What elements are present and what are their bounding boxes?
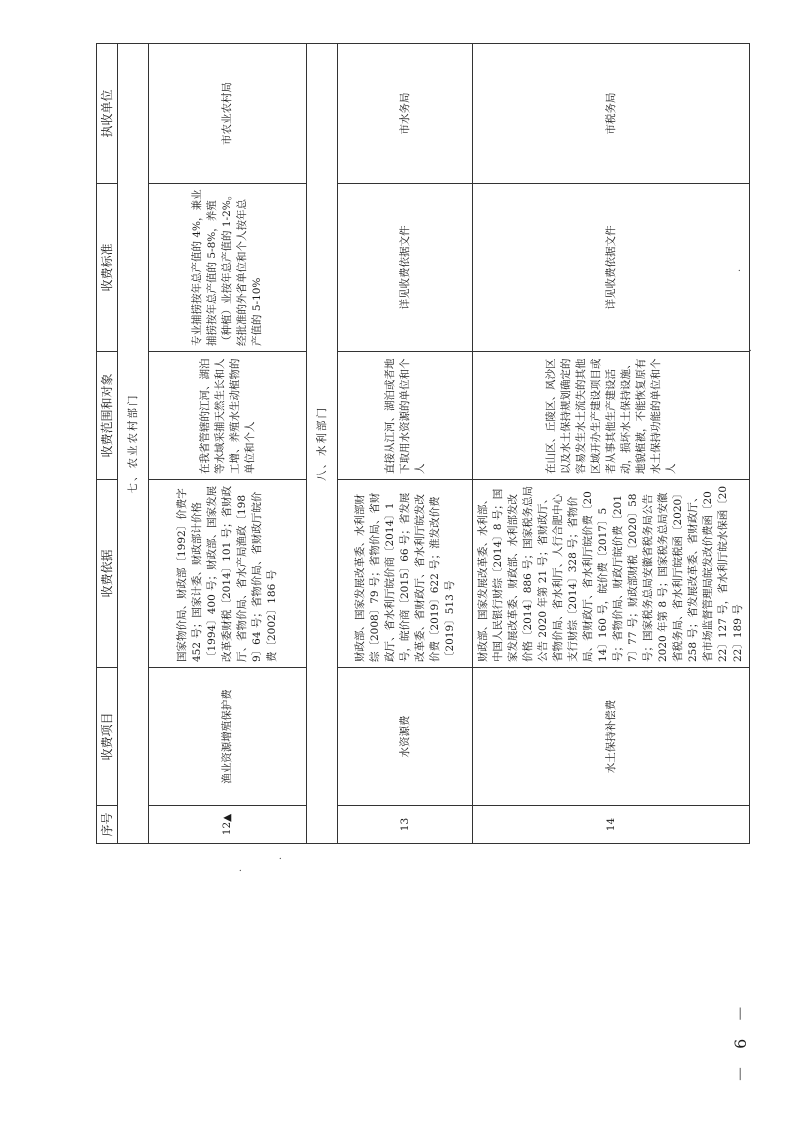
cell-item: 渔业资源增殖保护费 <box>149 668 307 806</box>
table-row <box>338 44 473 844</box>
scan-speck: · <box>735 268 746 272</box>
cell-unit: 市水务局 <box>338 44 473 184</box>
cell-item: 水土保持补偿费 <box>473 668 750 806</box>
cell-no: 14 <box>473 806 750 844</box>
header-standard: 收费标准 <box>97 184 118 352</box>
cell-no: 12▲ <box>149 806 307 844</box>
scan-speck: · <box>746 348 757 352</box>
table-header-row <box>97 44 118 844</box>
header-item: 收费项目 <box>97 668 118 806</box>
cell-basis: 国家物价局、财政部〔1992〕价费字 452 号；国家计委、财政部计价格〔1994〕400 号；财政部、国家发展改革委财税〔2014〕101 号；省财政厅、省物价局、省水产局渔政〔1989〕64 号；省物价局、省财政厅皖价费〔2002〕186 号 <box>149 480 307 668</box>
cell-item: 水资源费 <box>338 668 473 806</box>
cell-no: 13 <box>338 806 473 844</box>
cell-scope: 在我省管辖的江河、湖泊等水域采捕天然生长和人工增、养殖水生动植物的单位和个人 <box>149 352 307 480</box>
cell-scope: 直接从江河、湖泊或者地下取用水资源的单位和个人 <box>338 352 473 480</box>
header-unit: 执收单位 <box>97 44 118 184</box>
table-row <box>473 44 750 844</box>
cell-standard: 详见收费依据文件 <box>473 184 750 352</box>
cell-standard: 详见收费依据文件 <box>338 184 473 352</box>
section-row <box>118 44 149 844</box>
header-scope: 收费范围和对象 <box>97 352 118 480</box>
section-title: 七、农业农村部门 <box>118 44 149 844</box>
section-title: 八、水利部门 <box>307 44 338 844</box>
header-basis: 收费依据 <box>97 480 118 668</box>
scan-speck: · <box>276 856 287 860</box>
page-number: － 6 － <box>731 999 750 1082</box>
section-row <box>307 44 338 844</box>
header-no: 序号 <box>97 806 118 844</box>
table-row <box>149 44 307 844</box>
cell-standard: 专业捕捞按年总产值的 4%，兼业捕捞按年总产值的 5-8%，养殖（种植）业按年总产值的 1-2%。经批准的外省单位和个人按年总产值的 5-10% <box>149 184 307 352</box>
fee-table <box>96 43 750 844</box>
scan-speck: · <box>236 868 247 872</box>
cell-unit: 市农业农村局 <box>149 44 307 184</box>
cell-unit: 市税务局 <box>473 44 750 184</box>
cell-basis: 财政部、国家发展改革委、水利部、中国人民银行财综〔2014〕8 号；国家发展改革委、财政部、水利部发改价格〔2014〕886 号；国家税务总局公告 2020 年第 21 号；省财政厅、省物价局、省水利厅、人行合肥中心支行财综〔2014〕328 号；省物价局、省财政厅、省水利厅皖价费〔2014〕160 号，皖价费〔2017〕5 号；省物价局、财政厅皖价费〔2017〕77 号；财政部财税〔2020〕58 号；国家税务总局安徽省税务局公告 2020 年第 8 号；国家税务总局安徽省税务局、省水利厅皖税函〔2020〕258 号；省发展改革委、省财政厅、省市场监督管理局皖发改价费函〔2022〕127 号，省水利厅皖水保函〔2022〕189 号 <box>473 480 750 668</box>
cell-scope: 在山区、丘陵区、风沙区以及水土保持规划确定的容易发生水土流失的其他区域开办生产建设项目或者从事其他生产建设活动，损坏水土保持设施、地貌植被，不能恢复原有水土保持功能的单位和个人 <box>473 352 750 480</box>
cell-basis: 财政部、国家发展改革委、水利部财综〔2008〕79 号；省物价局、省财政厅、省水利厅皖价商〔2014〕1 号，皖价商〔2015〕66 号；省发展改革委、省财政厅、省水利厅皖发改价费〔2019〕622 号；淮发改价费〔2019〕513 号 <box>338 480 473 668</box>
